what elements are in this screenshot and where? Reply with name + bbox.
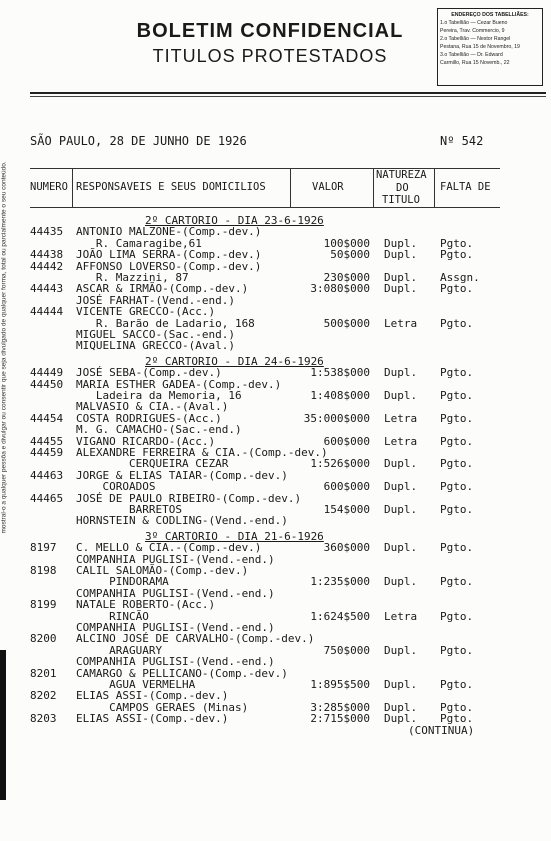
entry-reason: Pgto.	[440, 457, 474, 471]
section-title: 2º CARTORIO - DIA 23-6-1926	[145, 214, 324, 227]
entry-nature: Dupl.	[384, 700, 418, 714]
entry-nature: Letra	[384, 609, 418, 623]
entry-value: 35:000$000	[303, 411, 370, 425]
column-divider	[290, 168, 291, 207]
entry-party: ASCAR & IRMÃO-(Comp.-dev.)	[76, 282, 249, 296]
entry-party: JOSÉ DE PAULO RIBEIRO-(Comp.-dev.)	[76, 491, 302, 505]
address-line: Pestana, Rua 15 de Novembro, 19	[440, 44, 520, 50]
entry-party: ALCINO JOSÉ DE CARVALHO-(Comp.-dev.)	[76, 632, 315, 646]
entry-nature: Letra	[384, 316, 418, 330]
address-line: Carmillo, Rua 15 Novemb., 22	[440, 60, 510, 66]
entry-party: MIQUELINA GRECCO-(Aval.)	[76, 339, 235, 353]
entry-party: R. Mazzini, 87	[76, 271, 189, 284]
column-divider	[434, 168, 435, 207]
entry-party: ELIAS ASSI-(Comp.-dev.)	[76, 689, 229, 703]
entry-party: JOÃO LIMA SERRA-(Comp.-dev.)	[76, 248, 262, 262]
entry-party: M. G. CAMACHO-(Sac.-end.)	[76, 423, 242, 437]
entry-value: 600$000	[323, 434, 370, 448]
entry-reason: Pgto.	[440, 541, 474, 555]
entry-number: 44455	[30, 434, 64, 448]
entry-party: RINCÃO	[76, 609, 149, 623]
entry-party: CERQUEIRA CEZAR	[76, 457, 229, 471]
address-line: 1.o Tabellião — Cezar Bueno	[440, 20, 508, 26]
entry-reason: Pgto.	[440, 700, 474, 714]
entry-party: Ladeira da Memoria, 16	[76, 389, 242, 402]
entry-number: 44463	[30, 468, 64, 482]
entry-nature: Dupl.	[384, 366, 418, 380]
entry-reason: Pgto.	[440, 678, 474, 691]
binding-edge	[0, 650, 6, 800]
entry-nature: Dupl.	[384, 678, 418, 691]
entry-party: AGUA VERMELHA	[76, 678, 196, 691]
column-header-numero: NUMERO	[30, 181, 68, 193]
address-line: 3.o Tabellião — Dr. Edward	[440, 52, 503, 58]
entry-nature: Dupl.	[384, 457, 418, 471]
entry-party: JORGE & ELIAS TAIAR-(Comp.-dev.)	[76, 468, 288, 482]
entry-value: 360$000	[323, 541, 370, 555]
entry-party: ARAGUARY	[76, 643, 163, 657]
entry-reason: Pgto.	[440, 366, 474, 380]
entry-party: HORNSTEIN & CODLING-(Vend.-end.)	[76, 514, 288, 528]
entry-reason: Pgto.	[440, 575, 474, 589]
entry-value: 100$000	[323, 236, 370, 250]
bulletin-subtitle: TITULOS PROTESTADOS	[152, 46, 388, 66]
column-header-natureza: TITULO	[382, 194, 420, 206]
section-title: 3º CARTORIO - DIA 21-6-1926	[145, 529, 324, 543]
entry-party: R. Camaragibe,61	[76, 236, 202, 250]
entry-number: 8199	[30, 598, 57, 612]
bulletin-title: BOLETIM CONFIDENCIAL	[136, 20, 404, 42]
entry-party: COMPANHIA PUGLISI-(Vend.-end.)	[76, 655, 275, 669]
entry-number: 44459	[30, 446, 64, 459]
entry-nature: Dupl.	[384, 236, 418, 250]
entry-party: MARIA ESTHER GADEA-(Comp.-dev.)	[76, 377, 282, 391]
entry-number: 44450	[30, 377, 64, 391]
entry-reason: Pgto.	[440, 503, 474, 516]
notary-address-box	[437, 8, 543, 86]
entry-number: 8198	[30, 564, 57, 577]
entry-party: BARRETOS	[76, 503, 182, 516]
entry-party: AFFONSO LOVERSO-(Comp.-dev.)	[76, 259, 262, 273]
entry-number: 44438	[30, 248, 64, 262]
header-rule-top	[30, 168, 500, 169]
entry-party: CAMPOS GERAES (Minas)	[76, 700, 249, 714]
side-confidentiality-notice: mostral-o a qualquer pessôa e divulgar ou consentir que seja divulgado de qualquer forma, total ou parcialmente o seu conteúdo.	[0, 161, 8, 534]
entry-party: COMPANHIA PUGLISI-(Vend.-end.)	[76, 621, 275, 634]
entry-party: CALIL SALOMÃO-(Comp.-dev.)	[76, 564, 249, 577]
entry-reason: Pgto.	[440, 609, 474, 623]
entry-value: 3:080$000	[310, 282, 370, 296]
entry-nature: Dupl.	[384, 503, 418, 516]
entry-party: COROADOS	[76, 480, 156, 494]
entry-nature: Letra	[384, 411, 418, 425]
masthead-rule-thin	[30, 96, 546, 97]
entry-number: 8197	[30, 541, 57, 555]
entry-reason: Pgto.	[440, 248, 474, 262]
entry-party: JOSÉ FARHAT-(Vend.-end.)	[76, 293, 235, 307]
entry-reason: Pgto.	[440, 643, 474, 657]
entry-nature: Dupl.	[384, 248, 418, 262]
entry-party: R. Barão de Ladario, 168	[76, 316, 255, 330]
entry-value: 1:235$000	[310, 575, 370, 589]
column-header-natureza: NATUREZA	[376, 169, 427, 181]
entry-reason: Pgto.	[440, 389, 474, 402]
entry-party: COMPANHIA PUGLISI-(Vend.-end.)	[76, 552, 275, 566]
entry-nature: Dupl.	[384, 541, 418, 555]
entry-value: 1:895$500	[310, 678, 370, 691]
entry-value: 2:715$000	[310, 712, 370, 726]
entry-reason: Pgto.	[440, 236, 474, 250]
entry-party: ELIAS ASSI-(Comp.-dev.)	[76, 712, 229, 726]
entry-party: VICENTE GRECCO-(Acc.)	[76, 305, 216, 319]
entry-party: VIGANO RICARDO-(Acc.)	[76, 434, 216, 448]
entry-party: JOSÉ SEBA-(Comp.-dev.)	[76, 366, 222, 380]
entry-number: 8201	[30, 666, 57, 680]
entry-nature: Dupl.	[384, 271, 418, 284]
entry-reason: Pgto.	[440, 316, 474, 330]
entry-number: 8203	[30, 712, 57, 726]
column-header-falta: FALTA DE	[440, 181, 491, 193]
continued-note: (CONTINUA)	[408, 723, 475, 737]
entry-value: 500$000	[323, 316, 370, 330]
entry-number: 44465	[30, 491, 64, 505]
entry-value: 600$000	[323, 480, 370, 494]
entry-reason: Pgto.	[440, 434, 474, 448]
entry-party: ANTONIO MALZONE-(Comp.-dev.)	[76, 225, 262, 239]
entry-number: 44443	[30, 282, 64, 296]
masthead-rule	[30, 92, 546, 94]
section-title: 2º CARTORIO - DIA 24-6-1926	[145, 354, 324, 368]
address-line: 2.o Tabellião — Nestor Rangel	[440, 36, 511, 42]
entry-party: PINDORAMA	[76, 575, 169, 589]
address-line: Pereira, Trav. Commercio, 9	[440, 28, 505, 34]
entry-reason: Pgto.	[440, 712, 474, 726]
entry-party: ALEXANDRE FERREIRA & CIA.-(Comp.-dev.)	[76, 446, 328, 459]
entry-party: COSTA RODRIGUES-(Acc.)	[76, 411, 222, 425]
entry-party: COMPANHIA PUGLISI-(Vend.-end.)	[76, 586, 275, 600]
entry-reason: Assgn.	[440, 271, 480, 284]
entry-nature: Dupl.	[384, 282, 418, 296]
entry-reason: Pgto.	[440, 411, 474, 425]
entry-party: C. MELLO & CIA.-(Comp.-dev.)	[76, 541, 262, 555]
entry-party: NATALE ROBERTO-(Acc.)	[76, 598, 216, 612]
entry-value: 750$000	[323, 643, 370, 657]
entry-value: 1:408$000	[310, 389, 370, 402]
entry-nature: Dupl.	[384, 389, 418, 402]
column-header-valor: VALOR	[312, 181, 344, 193]
entry-number: 44444	[30, 305, 64, 319]
entry-value: 50$000	[330, 248, 370, 262]
entry-value: 154$000	[323, 503, 370, 516]
entry-number: 44454	[30, 411, 64, 425]
entry-nature: Dupl.	[384, 643, 418, 657]
entry-nature: Dupl.	[384, 712, 418, 726]
entry-party: MIGUEL SACCO-(Sac.-end.)	[76, 328, 235, 341]
entry-value: 1:538$000	[310, 366, 370, 380]
column-divider	[373, 168, 374, 207]
entry-number: 8200	[30, 632, 57, 646]
entry-nature: Letra	[384, 434, 418, 448]
entry-reason: Pgto.	[440, 282, 474, 296]
entry-value: 1:526$000	[310, 457, 370, 471]
column-header-responsaveis: RESPONSAVEIS E SEUS DOMICILIOS	[76, 181, 266, 193]
entry-reason: Pgto.	[440, 480, 474, 494]
entry-nature: Dupl.	[384, 575, 418, 589]
entry-party: MALVASIO & CIA.-(Aval.)	[76, 400, 229, 414]
entry-party: CAMARGO & PELLICANO-(Comp.-dev.)	[76, 666, 288, 680]
column-header-natureza: DO	[396, 182, 409, 194]
entry-value: 1:624$500	[310, 609, 370, 623]
address-heading: ENDEREÇO DOS TABELLIÃES:	[451, 12, 529, 18]
entry-number: 44449	[30, 366, 64, 380]
entry-value: 230$000	[323, 271, 370, 284]
header-rule-bottom	[30, 207, 500, 208]
dateline: SÃO PAULO, 28 DE JUNHO DE 1926	[30, 134, 247, 148]
column-divider	[72, 168, 73, 207]
entry-number: 44442	[30, 259, 64, 273]
entry-number: 8202	[30, 689, 57, 703]
entry-value: 3:285$000	[310, 700, 370, 714]
issue-number: Nº 542	[440, 134, 484, 148]
entry-nature: Dupl.	[384, 480, 418, 494]
entry-number: 44435	[30, 225, 64, 239]
